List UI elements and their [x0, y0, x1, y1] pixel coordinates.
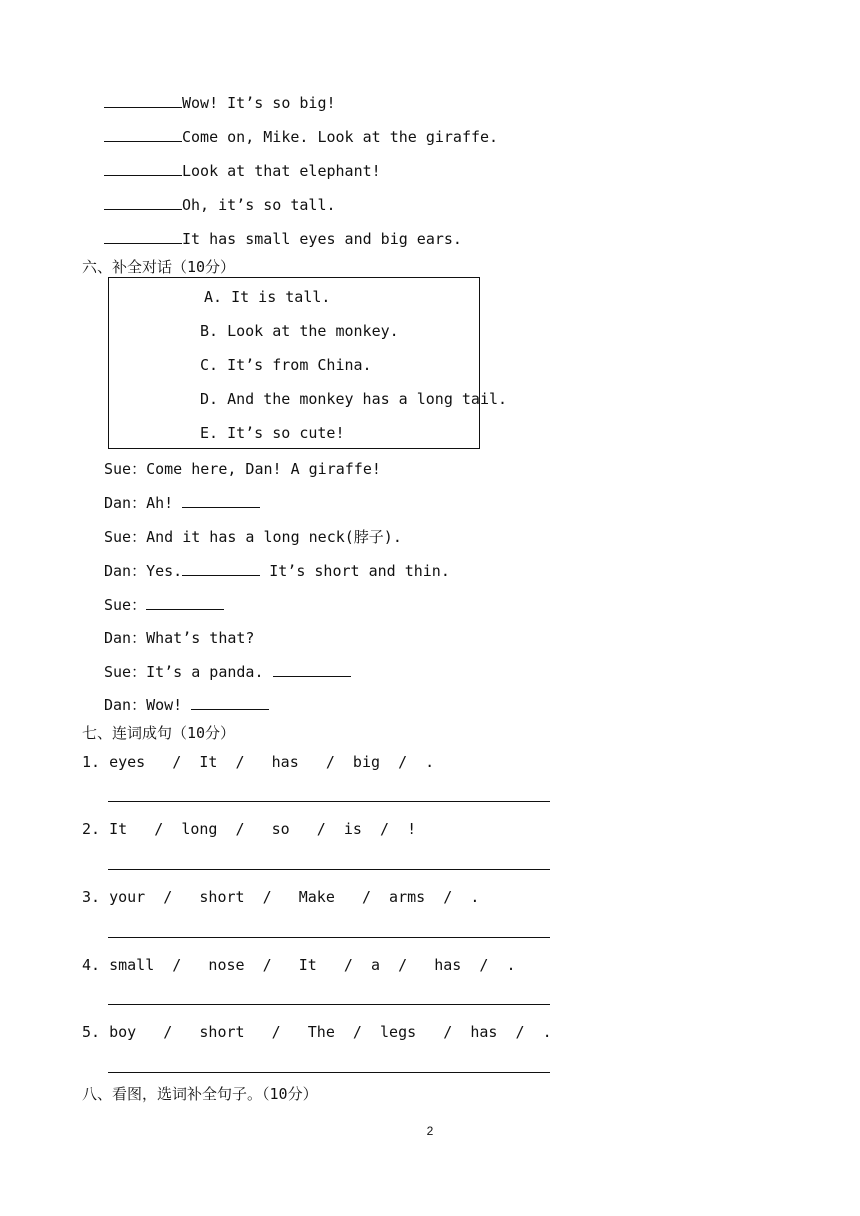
speaker-label: Dan：: [104, 562, 147, 580]
dialogue-text-after: It’s short and thin.: [260, 562, 450, 580]
answer-blank[interactable]: [146, 595, 224, 610]
speaker-label: Sue：: [104, 460, 147, 478]
dialogue-line: [104, 561, 450, 581]
dialogue-line: [104, 662, 351, 682]
match-item-text: Oh, it’s so tall.: [182, 196, 336, 214]
answer-blank[interactable]: [104, 195, 182, 210]
speaker-label: Dan：: [104, 629, 147, 647]
match-item-text: Wow! It’s so big!: [182, 94, 336, 112]
match-item: [104, 93, 336, 113]
answer-blank[interactable]: [182, 493, 260, 508]
answer-blank[interactable]: [191, 695, 269, 710]
answer-blank[interactable]: [104, 93, 182, 108]
dialogue-line: [104, 493, 260, 513]
answer-line[interactable]: [108, 1072, 550, 1073]
match-item: [104, 229, 462, 249]
option-item: B. Look at the monkey.: [200, 322, 399, 340]
section-heading-word-order: 七、连词成句（10分）: [82, 724, 236, 742]
match-item-text: Come on, Mike. Look at the giraffe.: [182, 128, 499, 146]
dialogue-line: [104, 595, 224, 615]
dialogue-line: [104, 527, 402, 547]
option-item: A. It is tall.: [204, 288, 331, 306]
speaker-label: Sue：: [104, 528, 147, 546]
section-heading-picture: 八、看图，选词补全句子。（10分）: [82, 1085, 318, 1103]
answer-line[interactable]: [108, 869, 550, 870]
dialogue-text: And it has a long neck(脖子).: [146, 528, 402, 546]
word-order-question: 4. small / nose / It / a / has / .: [82, 956, 516, 974]
answer-blank[interactable]: [104, 229, 182, 244]
answer-blank[interactable]: [182, 561, 260, 576]
speaker-label: Sue：: [104, 663, 147, 681]
dialogue-text: Ah!: [146, 494, 183, 512]
word-order-question: 5. boy / short / The / legs / has / .: [82, 1023, 552, 1041]
answer-line[interactable]: [108, 1004, 550, 1005]
dialogue-line: [104, 459, 381, 479]
dialogue-line: [104, 628, 254, 648]
dialogue-line: [104, 695, 269, 715]
option-item: C. It’s from China.: [200, 356, 372, 374]
match-item-text: It has small eyes and big ears.: [182, 230, 462, 248]
match-item: [104, 127, 498, 147]
speaker-label: Dan：: [104, 696, 147, 714]
match-item: [104, 161, 381, 181]
speaker-label: Dan：: [104, 494, 147, 512]
dialogue-text: Come here, Dan! A giraffe!: [146, 460, 381, 478]
page-number: 2: [426, 1124, 434, 1138]
speaker-label: Sue：: [104, 596, 147, 614]
word-order-question: 1. eyes / It / has / big / .: [82, 753, 435, 771]
answer-blank[interactable]: [104, 127, 182, 142]
match-item-text: Look at that elephant!: [182, 162, 381, 180]
answer-blank[interactable]: [273, 662, 351, 677]
dialogue-text: Wow!: [146, 696, 192, 714]
word-order-question: 3. your / short / Make / arms / .: [82, 888, 480, 906]
answer-line[interactable]: [108, 937, 550, 938]
dialogue-text: It’s a panda.: [146, 663, 273, 681]
dialogue-text: Yes.: [146, 562, 183, 580]
answer-line[interactable]: [108, 801, 550, 802]
match-item: [104, 195, 336, 215]
dialogue-text: What’s that?: [146, 629, 255, 647]
option-item: E. It’s so cute!: [200, 424, 345, 442]
word-order-question: 2. It / long / so / is / !: [82, 820, 417, 838]
option-item: D. And the monkey has a long tail.: [200, 390, 508, 408]
section-heading-dialogue: 六、补全对话（10分）: [82, 258, 236, 276]
answer-blank[interactable]: [104, 161, 182, 176]
